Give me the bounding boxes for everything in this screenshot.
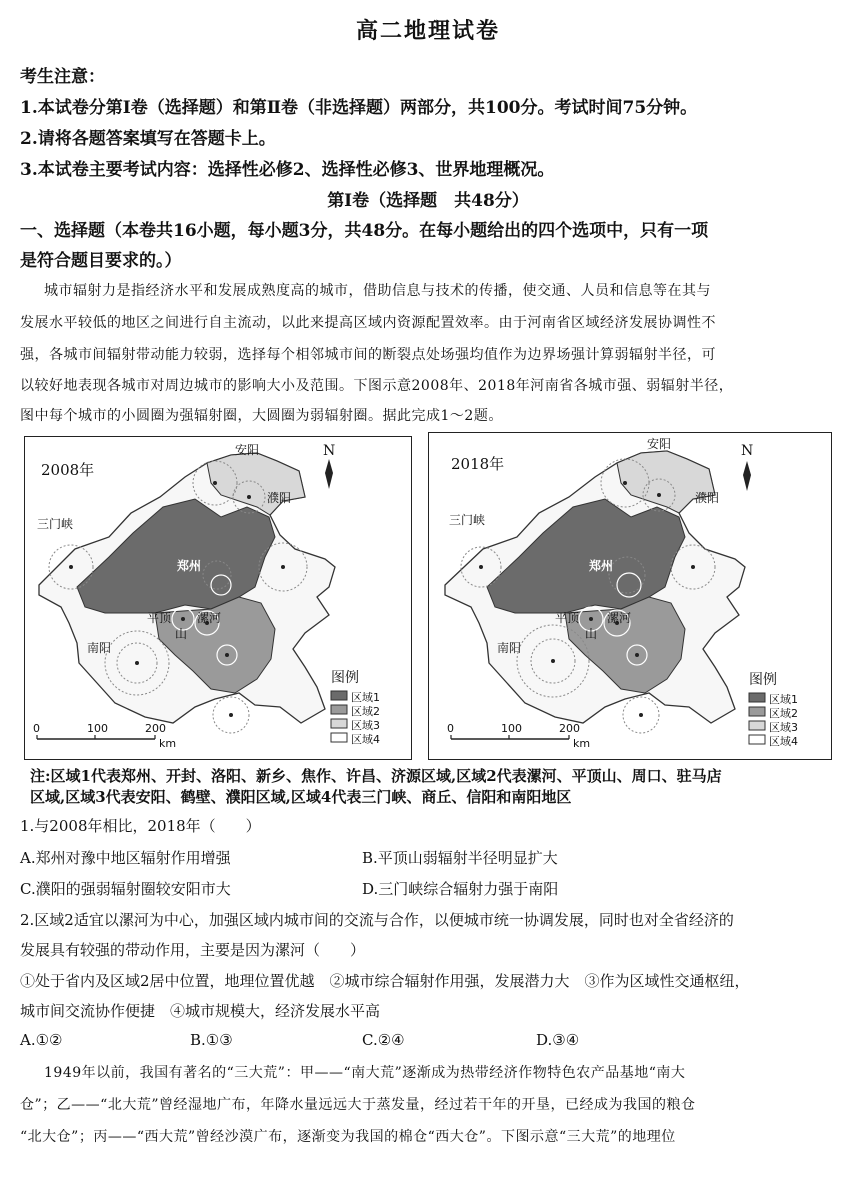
- city-label-pingdingshan-a: 平顶: [555, 611, 580, 625]
- q2-stem-line-2: 发展具有较强的带动作用，主要是因为漯河（ ）: [20, 941, 366, 959]
- scale-bar: [451, 735, 569, 739]
- city-label-sanmenxia: 三门峡: [37, 517, 74, 531]
- passage1-line-3: 强，各城市间辐射带动能力较弱，选择每个相邻城市间的断裂点处场强均值作为边界场强计算弱辐射半径，可: [20, 347, 716, 363]
- city-label-anyang: 安阳: [647, 437, 672, 451]
- city-label-puyang: 濮阳: [267, 491, 292, 505]
- passage1-line-2: 发展水平较低的地区之间进行自主流动，以此来提高区域内资源配置效率。由于河南省区域经济发展协调性不: [20, 315, 716, 331]
- passage1-line-4: 以较好地表现各城市对周边城市的影响大小及范围。下图示意2008年、2018年河南省各城市强、弱辐射半径，: [20, 378, 734, 394]
- city-label-nanyang: 南阳: [87, 641, 112, 655]
- q1-option-a: A.郑州对豫中地区辐射作用增强: [20, 849, 231, 867]
- north-arrow: [743, 461, 751, 491]
- page-title: 高二地理试卷: [355, 18, 500, 44]
- city-label-luohe: 漯河: [197, 611, 222, 625]
- scale-bar: [37, 735, 155, 739]
- passage2-line-1: 1949年以前，我国有著名的“三大荒”：甲——“南大荒”逐渐成为热带经济作物特色农产品基地“南大: [44, 1065, 686, 1081]
- q2-stem-line-1: 2.区域2适宜以漯河为中心，加强区域内城市间的交流与合作，以便城市统一协调发展，同时也对全省经济的: [20, 911, 734, 929]
- legend-box: [331, 691, 347, 742]
- legend-region-2: 区域2: [351, 705, 380, 718]
- scale-200: 200: [145, 722, 166, 735]
- legend-region-3: 区域3: [769, 721, 798, 734]
- legend-region-2: 区域2: [769, 707, 798, 720]
- map-2008: [24, 436, 412, 760]
- city-label-puyang: 濮阳: [695, 491, 720, 505]
- scale-100: 100: [87, 722, 108, 735]
- legend-region-1: 区域1: [769, 693, 798, 706]
- legend-region-3: 区域3: [351, 719, 380, 732]
- legend-region-4: 区域4: [351, 733, 380, 746]
- legend-box: [749, 693, 765, 744]
- city-label-pingdingshan-b: 山: [585, 627, 598, 641]
- city-label-anyang: 安阳: [235, 443, 260, 457]
- section-title: 第Ⅰ卷（选择题 共48分）: [327, 191, 529, 211]
- scale-unit: km: [159, 737, 177, 750]
- map-year-2018: 2018年: [451, 455, 505, 473]
- section-instruction-line-2: 是符合题目要求的。）: [20, 251, 182, 271]
- map-2018: [428, 432, 832, 760]
- q1-option-d: D.三门峡综合辐射力强于南阳: [362, 880, 559, 898]
- q2-options-line-2: 城市间交流协作便捷 ④城市规模大，经济发展水平高: [20, 1002, 381, 1020]
- q2-options-line-1: ①处于省内及区域2居中位置，地理位置优越 ②城市综合辐射作用强，发展潜力大 ③作为区域性交通枢纽，: [20, 972, 750, 990]
- legend-title: 图例: [749, 672, 777, 688]
- north-arrow: [325, 459, 333, 489]
- city-label-zhengzhou: 郑州: [177, 559, 202, 573]
- q2-option-d: D.③④: [536, 1031, 580, 1049]
- scale-0: 0: [447, 722, 454, 735]
- city-label-pingdingshan-a: 平顶: [147, 611, 172, 625]
- map-note-line-1: 注:区域1代表郑州、开封、洛阳、新乡、焦作、许昌、济源区域,区域2代表漯河、平顶山、周口、驻马店: [30, 767, 722, 785]
- city-label-sanmenxia: 三门峡: [449, 513, 486, 527]
- notice-item-1: 1.本试卷分第Ⅰ卷（选择题）和第Ⅱ卷（非选择题）两部分，共100分。考试时间75分钟。: [20, 98, 698, 118]
- q1-option-c: C.濮阳的强弱辐射圈较安阳市大: [20, 880, 231, 898]
- section-instruction-line-1: 一、选择题（本卷共16小题，每小题3分，共48分。在每小题给出的四个选项中，只有一项: [20, 221, 709, 241]
- city-label-pingdingshan-b: 山: [175, 627, 188, 641]
- city-label-nanyang: 南阳: [497, 641, 522, 655]
- north-label: N: [741, 443, 754, 459]
- q2-option-b: B.①③: [190, 1031, 233, 1049]
- q2-option-a: A.①②: [20, 1031, 63, 1049]
- scale-100: 100: [501, 722, 522, 735]
- map-note-line-2: 区域,区域3代表安阳、鹤壁、濮阳区域,区域4代表三门峡、商丘、信阳和南阳地区: [30, 788, 572, 806]
- scale-0: 0: [33, 722, 40, 735]
- notice-item-2: 2.请将各题答案填写在答题卡上。: [20, 129, 276, 149]
- q1-stem: 1.与2008年相比，2018年（ ）: [20, 817, 261, 835]
- notice-heading: 考生注意：: [20, 67, 105, 87]
- scale-unit: km: [573, 737, 591, 750]
- city-label-luohe: 漯河: [607, 611, 632, 625]
- north-label: N: [323, 443, 336, 459]
- passage2-line-3: “北大仓”；丙——“西大荒”曾经沙漠广布，逐渐变为我国的棉仓“西大仓”。下图示意“三大荒”的地理位: [20, 1129, 676, 1145]
- city-label-zhengzhou: 郑州: [589, 559, 614, 573]
- q1-option-b: B.平顶山弱辐射半径明显扩大: [362, 849, 558, 867]
- map-year-2008: 2008年: [41, 461, 95, 479]
- passage1-line-1: 城市辐射力是指经济水平和发展成熟度高的城市，借助信息与技术的传播，使交通、人员和信息等在其与: [44, 283, 711, 299]
- passage1-line-5: 图中每个城市的小圆圈为强辐射圈，大圆圈为弱辐射圈。据此完成1～2题。: [20, 408, 503, 424]
- scale-200: 200: [559, 722, 580, 735]
- notice-item-3: 3.本试卷主要考试内容：选择性必修2、选择性必修3、世界地理概况。: [20, 160, 555, 180]
- passage2-line-2: 仓”；乙——“北大荒”曾经湿地广布，年降水量远远大于蒸发量，经过若干年的开垦，已经成为我国的粮仓: [20, 1097, 696, 1113]
- legend-region-4: 区域4: [769, 735, 798, 748]
- legend-title: 图例: [331, 670, 359, 686]
- q2-option-c: C.②④: [362, 1031, 405, 1049]
- legend-region-1: 区域1: [351, 691, 380, 704]
